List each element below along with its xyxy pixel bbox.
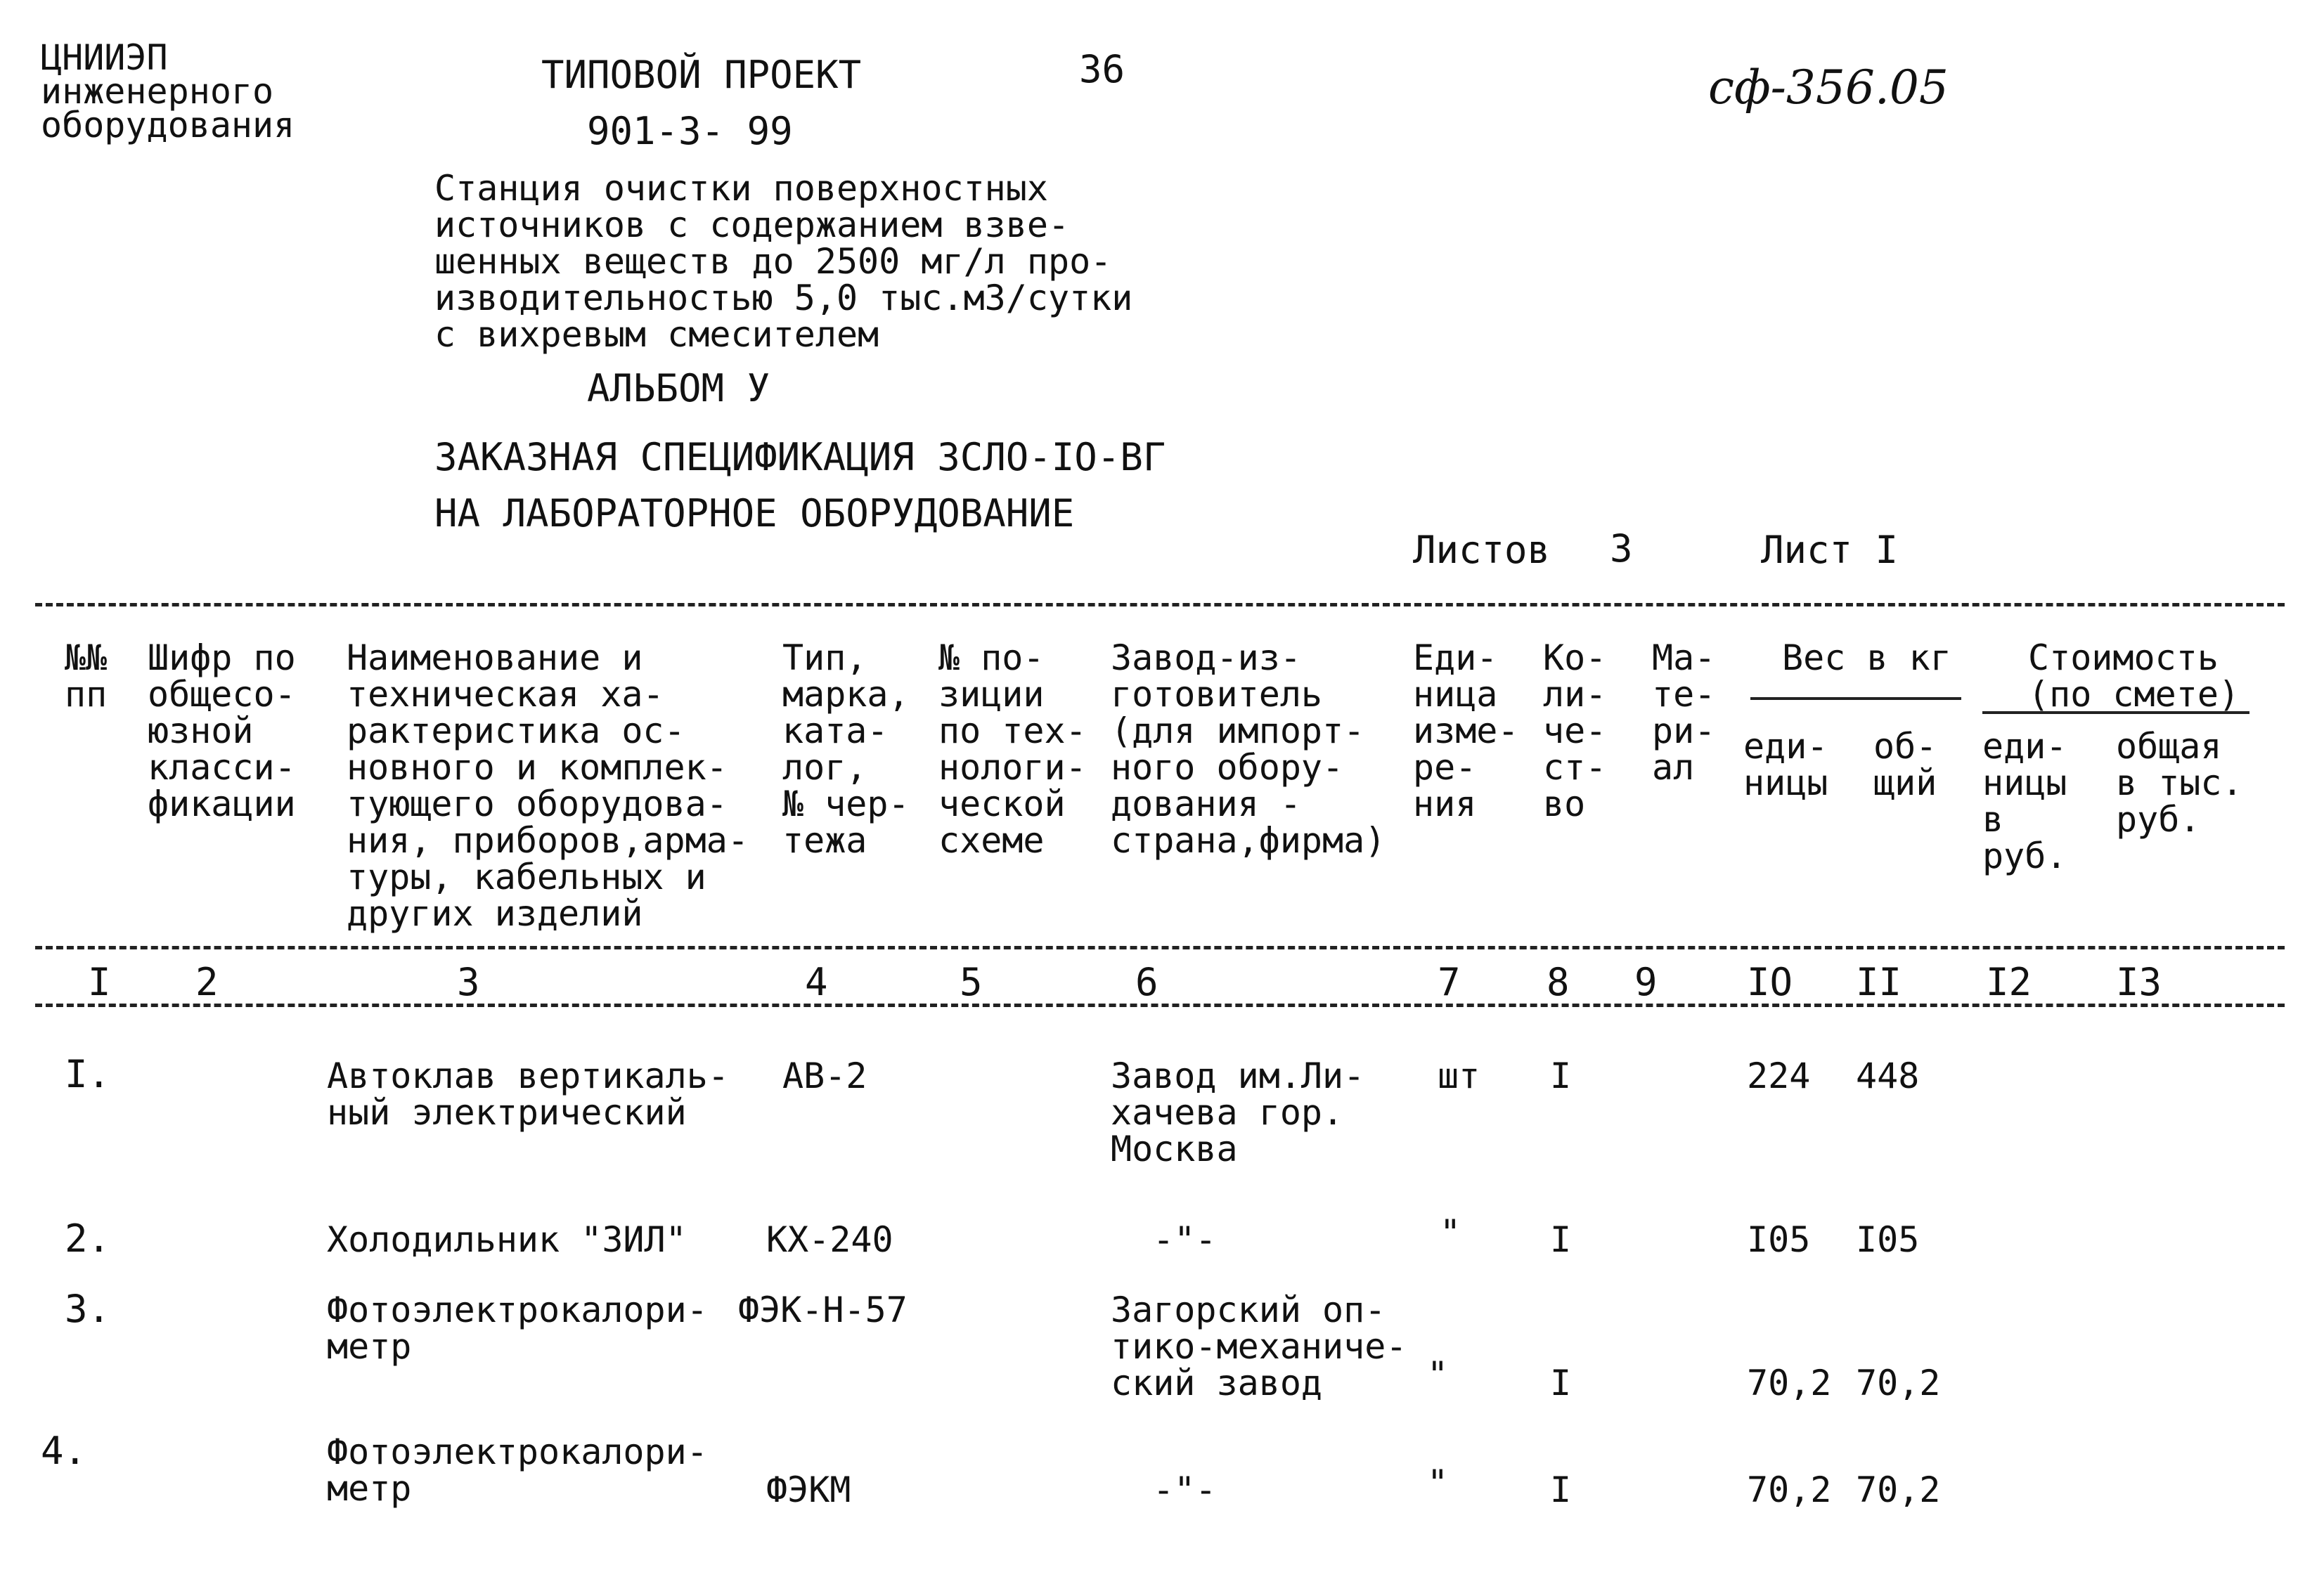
table-row-2-name: Холодильник "ЗИЛ" (327, 1219, 687, 1260)
column-number-2: 2 (195, 960, 219, 1004)
table-row-1-maker: Завод им.Ли- хачева гор. Москва (1111, 1056, 1365, 1169)
column-number-10: IO (1747, 960, 1793, 1004)
project-number: 901-3- 99 (587, 109, 793, 153)
table-row-3-weight-unit: 70,2 (1747, 1363, 1832, 1403)
sheets-count-value: 3 (1610, 526, 1633, 571)
table-row-1-unit: шт (1438, 1056, 1480, 1096)
column-number-12: I2 (1986, 960, 2032, 1004)
col-header-weight: Вес в кг (1782, 637, 1951, 678)
col-header-code: Шифр по общесо- юзной класси- фикации (148, 637, 296, 824)
table-row-1-name: Автоклав вертикаль- ный электрический (327, 1056, 729, 1133)
table-row-2-maker: -"- (1153, 1219, 1217, 1260)
table-row-2-qty: I (1550, 1219, 1572, 1260)
table-row-4-qty: I (1550, 1469, 1572, 1510)
table-row-2-weight-total: I05 (1856, 1219, 1920, 1260)
col-header-weight-unit: еди- ницы (1743, 726, 1828, 803)
cost-header-rule (1982, 711, 2249, 714)
column-numbers-bottom-rule (35, 1004, 2285, 1007)
table-row-4-weight-total: 70,2 (1856, 1469, 1941, 1510)
table-row-1-weight-unit: 224 (1747, 1056, 1811, 1096)
table-row-3-name: Фотоэлектрокалори- метр (327, 1290, 708, 1367)
col-header-name: Наименование и техническая ха- рактеристика ос- новного и комплек- тующего оборудова- ния, приборов,арма- туры, кабельных и других изделий (347, 637, 749, 934)
table-row-4-num: 4. (41, 1429, 87, 1473)
col-header-num: №№ пп (65, 637, 108, 715)
spec-title-line-2: НА ЛАБОРАТОРНОЕ ОБОРУДОВАНИЕ (434, 491, 1075, 536)
column-number-13: I3 (2116, 960, 2162, 1004)
weight-header-rule (1750, 697, 1961, 700)
column-number-11: II (1856, 960, 1902, 1004)
table-row-1-type: АВ-2 (782, 1056, 867, 1096)
table-row-2-num: 2. (65, 1216, 111, 1261)
col-header-cost-unit: еди- ницы в руб. (1982, 726, 2067, 876)
table-row-2-unit: " (1440, 1212, 1461, 1253)
table-row-1-weight-total: 448 (1856, 1056, 1920, 1096)
table-row-3-unit: " (1427, 1354, 1449, 1395)
column-number-9: 9 (1634, 960, 1658, 1004)
col-header-maker: Завод-из- готовитель (для импорт- ного обору- дования - страна,фирма) (1111, 637, 1386, 861)
table-row-4-weight-unit: 70,2 (1747, 1469, 1832, 1510)
table-row-3-type: ФЭК-Н-57 (738, 1290, 908, 1330)
handwritten-code: сф-356.05 (1708, 60, 1949, 115)
spec-title-line-1: ЗАКАЗНАЯ СПЕЦИФИКАЦИЯ ЗСЛО-IO-ВГ (434, 435, 1166, 479)
table-row-4-unit: " (1427, 1462, 1449, 1503)
column-number-7: 7 (1438, 960, 1461, 1004)
table-row-4-maker: -"- (1153, 1469, 1217, 1510)
table-row-3-weight-total: 70,2 (1856, 1363, 1941, 1403)
table-row-2-weight-unit: I05 (1747, 1219, 1811, 1260)
table-row-3-maker: Загорский оп- тико-механиче- ский завод (1111, 1290, 1407, 1403)
column-numbers-top-rule (35, 946, 2285, 949)
column-number-5: 5 (960, 960, 983, 1004)
table-row-2-type: КХ-240 (766, 1219, 893, 1260)
col-header-unit: Еди- ница изме- ре- ния (1413, 637, 1519, 824)
col-header-position: № по- зиции по тех- нологи- ческой схеме (938, 637, 1087, 861)
table-row-3-num: 3. (65, 1287, 111, 1331)
col-header-quantity: Ко- ли- че- ст- во (1543, 637, 1607, 824)
col-header-cost-total: общая в тыс. руб. (2116, 726, 2243, 840)
column-number-1: I (88, 960, 111, 1004)
project-title: ТИПОВОЙ ПРОЕКТ (541, 53, 862, 97)
column-number-6: 6 (1135, 960, 1158, 1004)
organization: ЦНИИЭП инженерного оборудования (41, 37, 295, 145)
project-description: Станция очистки поверхностных источников с содержанием взве- шенных веществ до 2500 мг/л про- изводительностью 5,0 тыс.м3/сутки с вихревым смесителем (434, 168, 1133, 355)
col-header-type: Тип, марка, ката- лог, № чер- тежа (782, 637, 910, 861)
col-header-cost: Стоимость (по смете) (2028, 637, 2240, 715)
col-header-material: Ма- те- ри- ал (1652, 637, 1716, 788)
table-row-1-num: I. (65, 1052, 111, 1096)
page-number: 36 (1079, 47, 1125, 91)
current-sheet-label: Лист I (1761, 528, 1899, 572)
col-header-weight-total: об- щий (1873, 726, 1937, 803)
table-row-4-name: Фотоэлектрокалори- метр (327, 1432, 708, 1509)
table-row-3-qty: I (1550, 1363, 1572, 1403)
table-row-4-type: ФЭКМ (766, 1469, 851, 1510)
column-number-3: 3 (457, 960, 480, 1004)
table-top-rule (35, 603, 2285, 606)
column-number-4: 4 (805, 960, 828, 1004)
album-label: АЛЬБОМ У (587, 366, 770, 410)
column-number-8: 8 (1547, 960, 1570, 1004)
table-row-1-qty: I (1550, 1056, 1572, 1096)
sheets-count-label: Листов (1413, 528, 1551, 572)
